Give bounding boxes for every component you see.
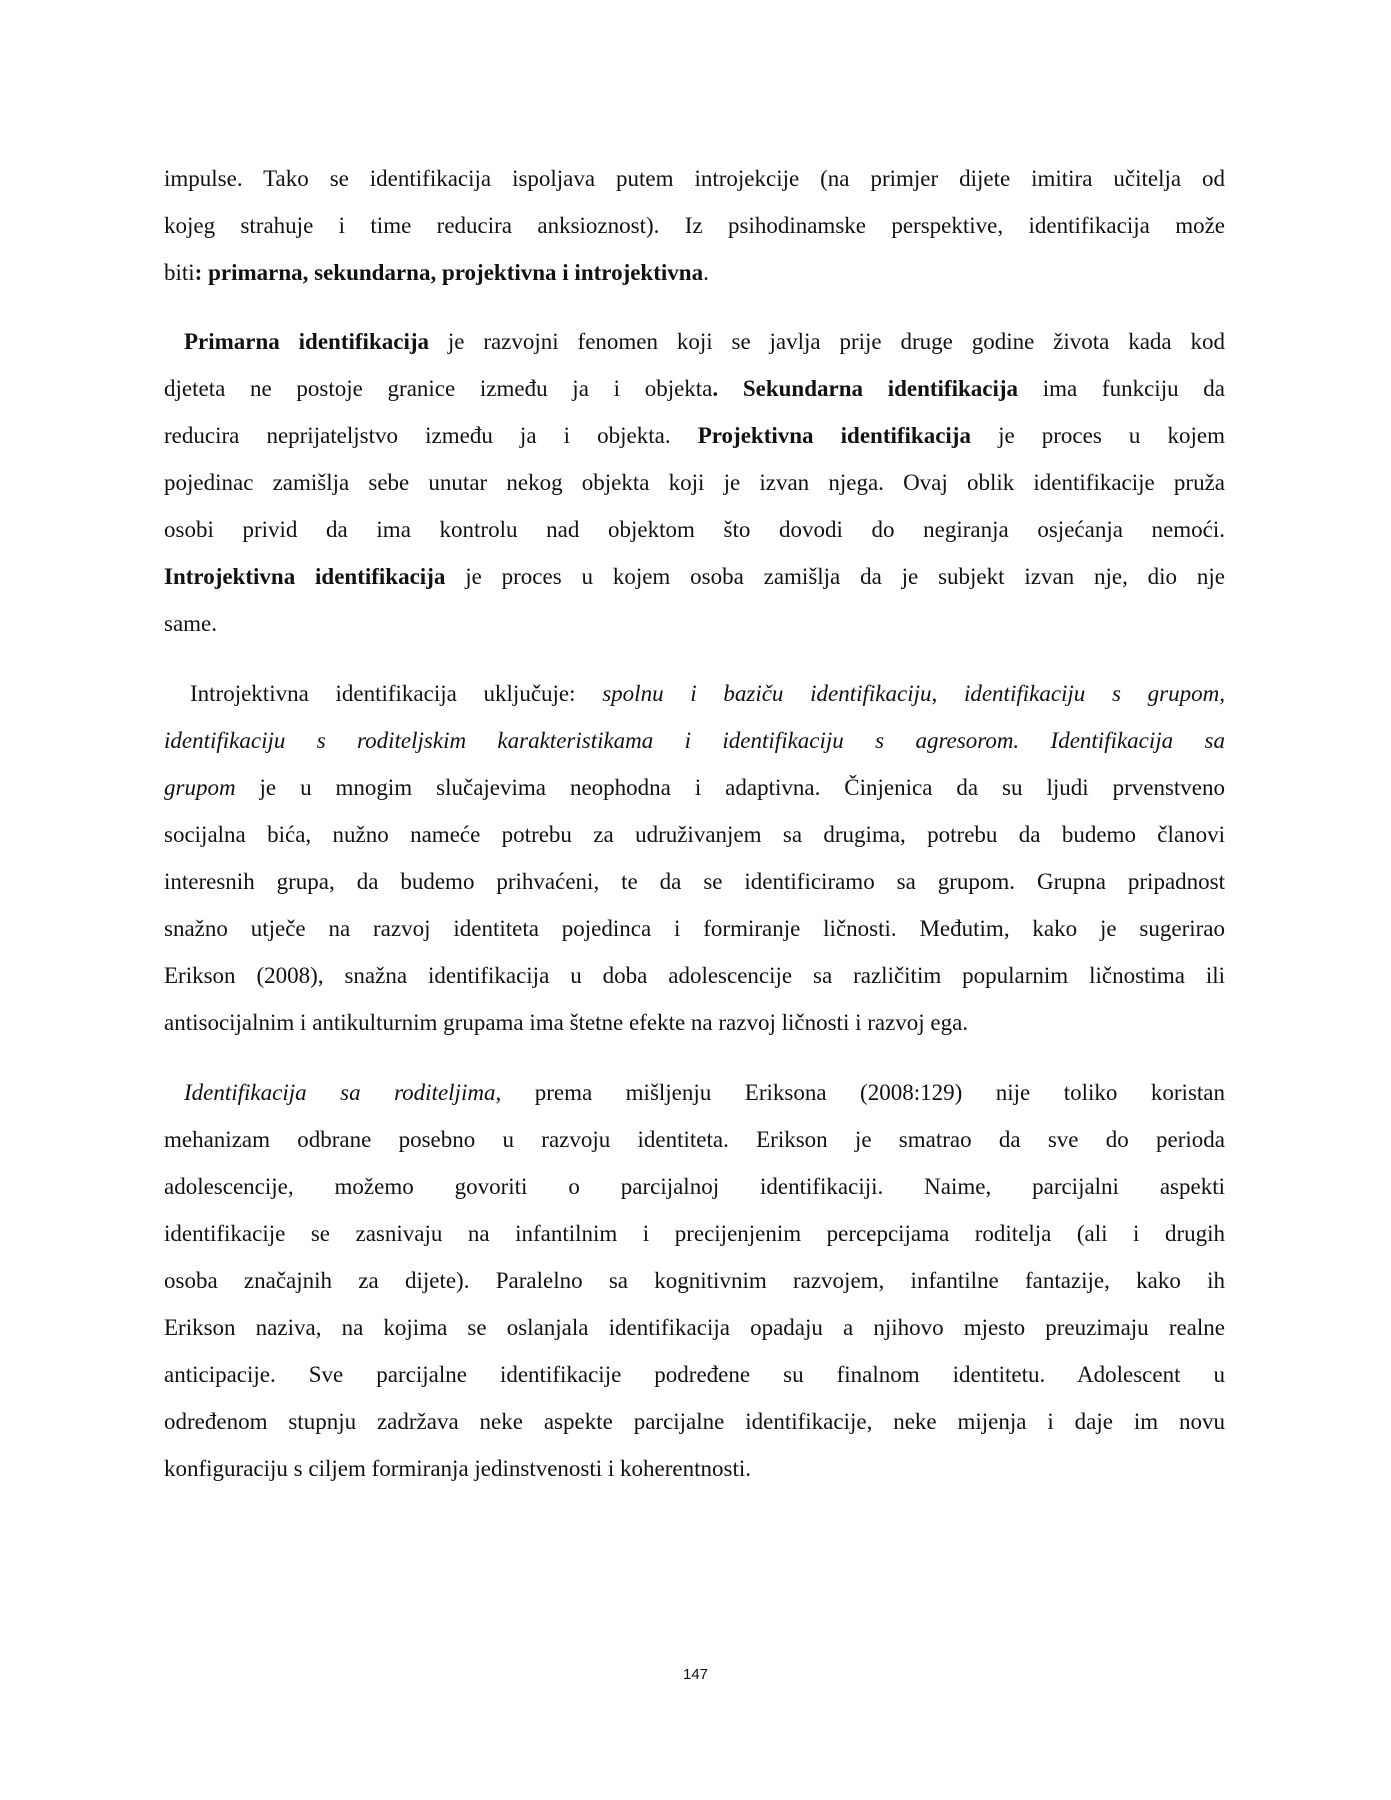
text-line: [164, 1257, 1225, 1304]
bold-term: Introjektivna identifikacija: [164, 564, 446, 589]
text-line: [164, 249, 1225, 296]
text-run: je proces u kojem osoba zamišlja da je subjekt izvan nje, dio nje: [445, 564, 1225, 589]
text-run: identifikacije se zasnivaju na infantilnim i precijenjenim percepcijama roditelja (ali i drugih: [164, 1221, 1225, 1246]
text-run: .: [703, 260, 709, 285]
text-run: antisocijalnim i antikulturnim grupama ima štetne efekte na razvoj ličnosti i razvoj ega.: [164, 1010, 969, 1035]
text-run: reducira neprijateljstvo između ja i objekta.: [164, 423, 698, 448]
text-run: mehanizam odbrane posebno u razvoju identiteta. Erikson je smatrao da sve do perioda: [164, 1127, 1225, 1152]
text-run: , prema mišljenju Eriksona (2008:129) nije toliko koristan: [495, 1080, 1225, 1105]
paragraph-identification-types: [164, 155, 1225, 296]
text-line: [164, 858, 1225, 905]
text-run: određenom stupnju zadržava neke aspekte parcijalne identifikacije, neke mijenja i daje im novu: [164, 1409, 1225, 1434]
text-run: interesnih grupa, da budemo prihvaćeni, te da se identificiramo sa grupom. Grupna pripadnost: [164, 869, 1225, 894]
text-line: [164, 670, 1225, 717]
text-line: [164, 1445, 1225, 1492]
text-run: socijalna bića, nužno nameće potrebu za udruživanjem sa drugima, potrebu da budemo članovi: [164, 822, 1225, 847]
text-line: [164, 952, 1225, 999]
paragraph-introjective-identification: [164, 670, 1225, 1046]
page-number: 147: [682, 1666, 709, 1683]
text-run: osobi privid da ima kontrolu nad objektom što dovodi do negiranja osjećanja nemoći.: [164, 517, 1225, 542]
text-run: Erikson (2008), snažna identifikacija u doba adolescencije sa različitim popularnim ličnostima ili: [164, 963, 1225, 988]
text-line: [164, 1351, 1225, 1398]
italic-term: Identifikacija sa roditeljima: [184, 1080, 496, 1105]
text-run: same.: [164, 611, 218, 636]
text-line: [164, 1116, 1225, 1163]
text-run: snažno utječe na razvoj identiteta pojedinca i formiranje ličnosti. Međutim, kako je sugerirao: [164, 916, 1225, 941]
text-line: [164, 412, 1225, 459]
text-line: [164, 553, 1225, 600]
text-line: [164, 1398, 1225, 1445]
text-line: [164, 1069, 1225, 1116]
text-line: [164, 202, 1225, 249]
text-line: [164, 811, 1225, 858]
text-run: pojedinac zamišlja sebe unutar nekog objekta koji je izvan njega. Ovaj oblik identifikacije pruža: [164, 470, 1225, 495]
text-run: konfiguraciju s ciljem formiranja jedinstvenosti i koherentnosti.: [164, 1456, 752, 1481]
text-line: [164, 764, 1225, 811]
text-line: [164, 999, 1225, 1046]
text-line: [164, 318, 1225, 365]
text-run: je proces u kojem: [970, 423, 1226, 448]
text-run: Erikson naziva, na kojima se oslanjala identifikacija opadaju a njihovo mjesto preuzimaju realne: [164, 1315, 1225, 1340]
text-run: biti: [164, 260, 195, 285]
text-run: Introjektivna identifikacija uključuje:: [190, 681, 603, 706]
text-line: [164, 459, 1225, 506]
bold-term: Primarna identifikacija: [184, 329, 429, 354]
text-run: anticipacije. Sve parcijalne identifikacije podređene su finalnom identitetu. Adolescent u: [164, 1362, 1225, 1387]
text-line: [164, 600, 1225, 647]
text-line: [164, 1210, 1225, 1257]
text-run: osoba značajnih za dijete). Paralelno sa kognitivnim razvojem, infantilne fantazije, kako ih: [164, 1268, 1225, 1293]
text-line: [164, 905, 1225, 952]
italic-term: grupom: [164, 775, 236, 800]
bold-term: Projektivna identifikacija: [697, 423, 971, 448]
text-line: [164, 506, 1225, 553]
text-run: impulse. Tako se identifikacija ispoljava putem introjekcije (na primjer dijete imitira učitelja od: [164, 166, 1225, 191]
paragraph-identification-definitions: [164, 318, 1225, 647]
italic-term: spolnu i baziču identifikaciju, identifikaciju s grupom,: [602, 681, 1225, 706]
text-run: je razvojni fenomen koji se javlja prije druge godine života kada kod: [429, 329, 1225, 354]
text-run: kojeg strahuje i time reducira anksioznost). Iz psihodinamske perspektive, identifikacija može: [164, 213, 1225, 238]
text-line: [164, 1304, 1225, 1351]
text-run: djeteta ne postoje granice između ja i objekta: [164, 376, 713, 401]
text-line: [164, 1163, 1225, 1210]
text-run: je u mnogim slučajevima neophodna i adaptivna. Činjenica da su ljudi prvenstveno: [235, 775, 1225, 800]
italic-term: identifikaciju s roditeljskim karakteristikama i identifikaciju s agresorom. Identifikacija sa: [164, 728, 1225, 753]
text-line: [164, 717, 1225, 764]
bold-term: : primarna, sekundarna, projektivna i introjektivna: [194, 260, 704, 285]
text-run: adolescencije, možemo govoriti o parcijalnoj identifikaciji. Naime, parcijalni aspekti: [164, 1174, 1225, 1199]
text-run: ima funkciju da: [1018, 376, 1225, 401]
text-line: [164, 365, 1225, 412]
bold-term: . Sekundarna identifikacija: [712, 376, 1019, 401]
paragraph-parental-identification: [164, 1069, 1225, 1492]
text-line: [164, 155, 1225, 202]
